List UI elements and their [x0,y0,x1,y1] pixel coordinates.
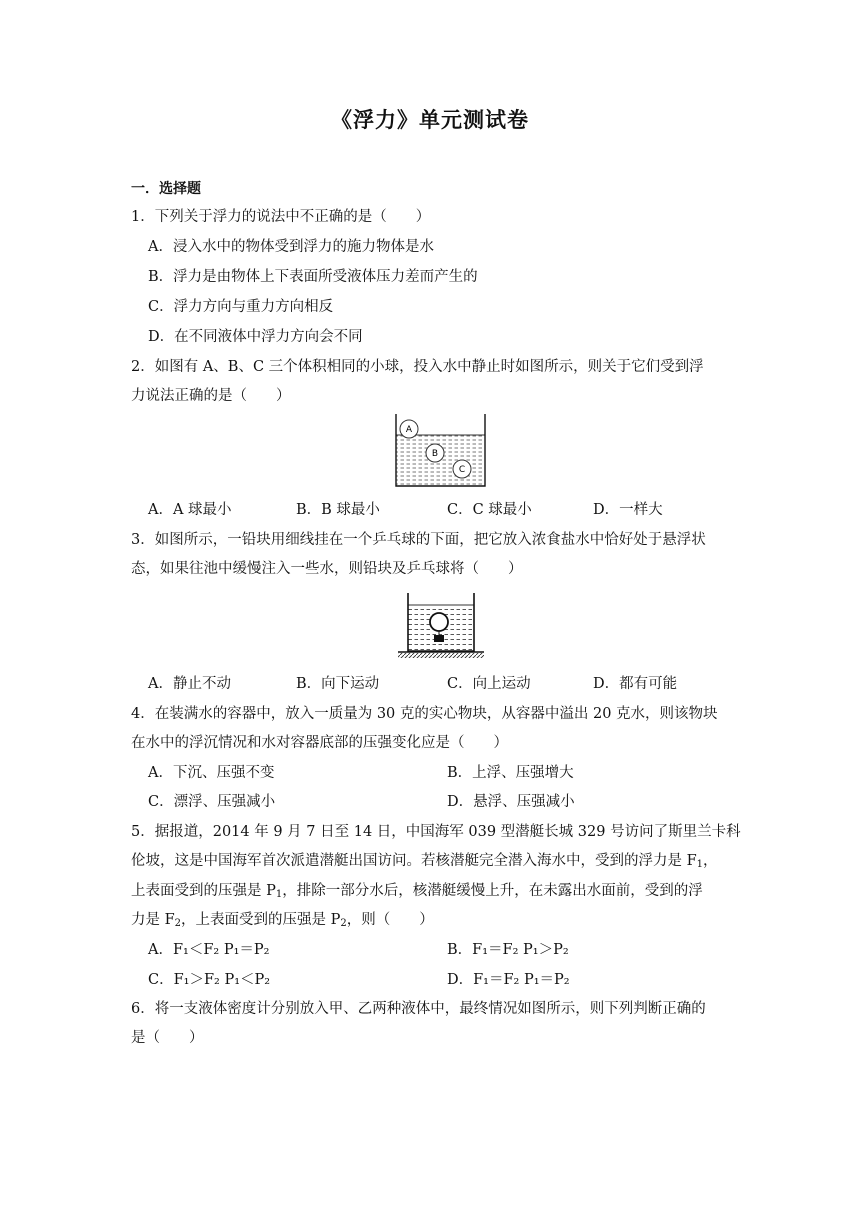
q4-option-d: D．悬浮、压强减小 [447,794,575,810]
question-4-stem-line2: 在水中的浮沉情况和水对容器底部的压强变化应是（ ） [131,735,508,751]
q3-option-c: C．向上运动 [447,676,531,692]
q1-option-b: B．浮力是由物体上下表面所受液体压力差而产生的 [148,269,478,285]
q2-option-d: D．一样大 [593,502,663,518]
q4-option-c: C．漂浮、压强减小 [148,794,276,810]
q2-option-a: A．A 球最小 [148,502,232,518]
question-4-stem-line1: 4．在装满水的容器中，放入一质量为 30 克的实心物块，从容器中溢出 20 克水，则该物块 [131,706,718,722]
ball-b-label: B [431,449,439,459]
q5-option-b: B．F₁＝F₂ P₁＞P₂ [447,942,569,958]
question-1-stem: 1．下列关于浮力的说法中不正确的是（ ） [131,209,431,225]
ball-a-label: A [405,425,413,435]
question-5-line4: 力是 $F_2$，上表面受到的压强是 $P_2$，则（ ） [131,912,434,929]
q3-option-b: B．向下运动 [296,676,380,692]
q3-option-a: A．静止不动 [148,676,231,692]
q5-option-a: A．F₁＜F₂ P₁＝P₂ [148,942,270,958]
ball-c-label: C [458,465,466,475]
q3-figure-suspended-ball [396,587,486,661]
q2-option-c: C．C 球最小 [447,502,532,518]
question-2-stem-line1: 2．如图有 A、B、C 三个体积相同的小球，投入水中静止时如图所示，则关于它们受到浮 [131,359,704,375]
question-6-stem-line1: 6．将一支液体密度计分别放入甲、乙两种液体中，最终情况如图所示，则下列判断正确的 [131,1001,706,1017]
question-5-line3: 上表面受到的压强是 $P_1$，排除一部分水后，核潜艇缓慢上升，在未露出水面前，受到的浮 [131,883,703,900]
q1-option-d: D．在不同液体中浮力方向会不同 [148,329,363,345]
q3-option-d: D．都有可能 [593,676,678,692]
question-3-stem-line2: 态，如果往池中缓慢注入一些水，则铅块及乒乓球将（ ） [131,561,523,577]
q5-option-c: C．F₁＞F₂ P₁＜P₂ [148,972,271,988]
section-heading: 一．选择题 [131,181,201,197]
q4-option-b: B．上浮、压强增大 [447,765,574,781]
q2-figure-balls-in-water [388,410,492,490]
q5-option-d: D．F₁＝F₂ P₁＝P₂ [447,972,570,988]
q2-option-b: B．B 球最小 [296,502,380,518]
q4-option-a: A．下沉、压强不变 [148,765,275,781]
question-3-stem-line1: 3．如图所示，一铅块用细线挂在一个乒乓球的下面，把它放入浓食盐水中恰好处于悬浮状 [131,532,706,548]
question-5-line1: 5．据报道，2014 年 9 月 7 日至 14 日，中国海军 039 型潜艇长城 329 号访问了斯里兰卡科 [131,824,741,840]
question-5-line2: 伦坡，这是中国海军首次派遣潜艇出国访问。若核潜艇完全潜入海水中，受到的浮力是 $F_1$， [131,853,718,870]
question-6-stem-line2: 是（ ） [131,1030,204,1046]
q1-option-a: A．浸入水中的物体受到浮力的施力物体是水 [148,239,434,255]
question-2-stem-line2: 力说法正确的是（ ） [131,388,291,404]
page-title: 《浮力》单元测试卷 [331,107,529,132]
q1-option-c: C．浮力方向与重力方向相反 [148,299,334,315]
